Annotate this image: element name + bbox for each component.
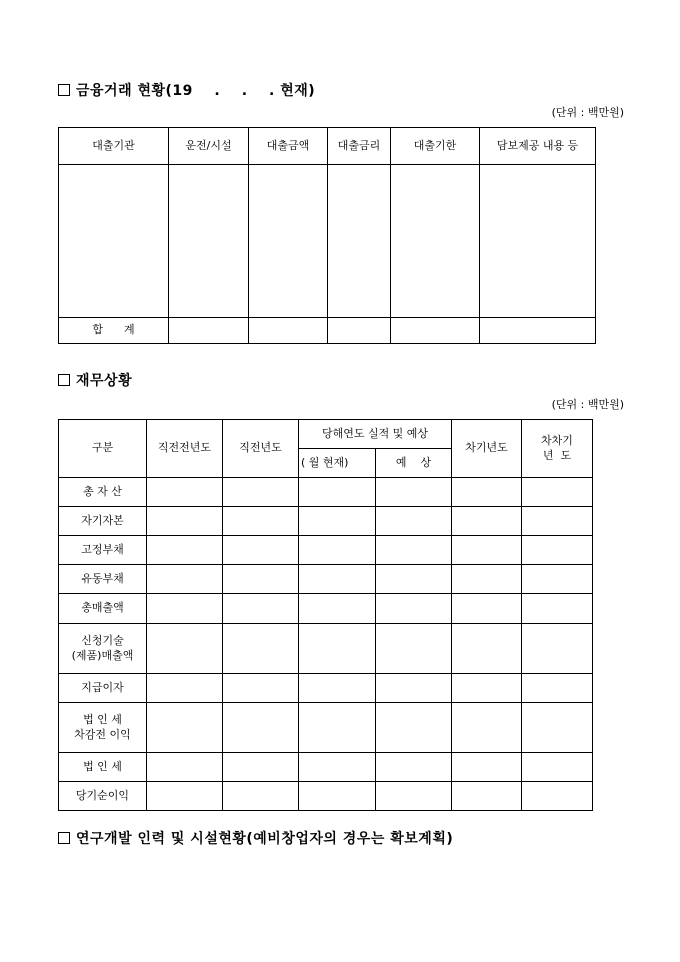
fs-cell (376, 782, 452, 811)
finance-cell (391, 165, 480, 318)
fs-cell (147, 782, 223, 811)
fs-cell (299, 782, 376, 811)
finance-total-label: 합 계 (59, 318, 169, 344)
fs-cell (522, 565, 593, 594)
fs-row-label (59, 565, 147, 594)
fs-cell (522, 478, 593, 507)
checkbox-square-icon (58, 374, 70, 386)
fs-row-label (59, 594, 147, 624)
fs-row-net-income (59, 782, 593, 811)
fs-cell (299, 507, 376, 536)
fs-row-label-line1: 총 자 산 (83, 484, 122, 498)
fs-row-label-line1: 유동부채 (81, 571, 124, 585)
fs-cell (452, 703, 522, 753)
fs-cell (299, 703, 376, 753)
fs-row-label-line1: 당기순이익 (75, 788, 130, 802)
fs-cell (147, 565, 223, 594)
finance-total-cell (249, 318, 328, 344)
fs-cell (299, 478, 376, 507)
finance-unit-label: (단위 : 백만원) (551, 106, 624, 119)
fs-row-label-line1: 총매출액 (81, 601, 124, 615)
fs-row-label (59, 782, 147, 811)
fs-row-label (59, 536, 147, 565)
fs-cell (299, 753, 376, 782)
fs-cell (522, 594, 593, 624)
fs-cell (299, 594, 376, 624)
fs-row-interest-paid (59, 674, 593, 703)
fs-row-label-line2: 차감전 이익 (74, 727, 131, 741)
checkbox-square-icon (58, 832, 70, 844)
fs-header-row-1 (59, 420, 593, 449)
finance-cell (328, 165, 391, 318)
finance-heading-text: 금융거래 현황(19 . . . 현재) (76, 83, 316, 99)
fs-row-tech-sales (59, 624, 593, 674)
fs-cell (522, 624, 593, 674)
finance-body-row (59, 165, 596, 318)
fs-row-current-liabilities (59, 565, 593, 594)
fs-cell (522, 753, 593, 782)
finance-cell (249, 165, 328, 318)
finance-table (58, 127, 596, 344)
fs-cell (147, 507, 223, 536)
fs-row-fixed-liabilities (59, 536, 593, 565)
fs-row-corporate-tax (59, 753, 593, 782)
fs-row-label (59, 674, 147, 703)
fs-row-label-line1: 신청기술 (81, 633, 124, 647)
finance-total-cell (480, 318, 596, 344)
fs-header-year-after-next-line1: 차차기 (541, 433, 573, 447)
header-loan-term: 대출기한 (391, 128, 480, 165)
finance-cell (59, 165, 169, 318)
fs-cell (299, 624, 376, 674)
fs-row-label-line1: 고정부채 (81, 542, 124, 556)
fs-header-two-years-prior: 직전전년도 (147, 420, 223, 478)
fs-header-current-year: 당해연도 실적 및 예상 (299, 420, 452, 449)
fs-row-label (59, 624, 147, 674)
fs-cell (452, 478, 522, 507)
fs-cell (376, 507, 452, 536)
fs-cell (452, 507, 522, 536)
fs-cell (147, 478, 223, 507)
fs-row-label-line1: 법 인 세 (83, 759, 122, 773)
fs-row-label-line2: (제품)매출액 (71, 648, 134, 662)
fs-row-label (59, 478, 147, 507)
fs-cell (452, 536, 522, 565)
fs-cell (223, 674, 299, 703)
fs-cell (223, 624, 299, 674)
header-interest-rate: 대출금리 (328, 128, 391, 165)
fs-row-label (59, 507, 147, 536)
fs-cell (147, 703, 223, 753)
header-loan-amount: 대출금액 (249, 128, 328, 165)
fs-cell (299, 536, 376, 565)
fs-cell (376, 478, 452, 507)
fs-row-pretax-income (59, 703, 593, 753)
fs-cell (147, 753, 223, 782)
fs-cell (147, 674, 223, 703)
fs-cell (376, 753, 452, 782)
financial-status-heading (58, 370, 132, 390)
fs-cell (522, 782, 593, 811)
fs-cell (452, 594, 522, 624)
fs-cell (376, 674, 452, 703)
fs-header-prior-year: 직전년도 (223, 420, 299, 478)
fs-cell (147, 594, 223, 624)
fs-cell (452, 674, 522, 703)
fs-cell (223, 594, 299, 624)
fs-row-label (59, 753, 147, 782)
fs-header-current-month: ( 월 현재) (299, 449, 376, 478)
checkbox-square-icon (58, 84, 70, 96)
financial-status-table (58, 419, 593, 811)
fs-cell (522, 703, 593, 753)
rnd-section-heading (58, 828, 453, 848)
fs-cell (452, 624, 522, 674)
fs-cell (147, 624, 223, 674)
fs-cell (376, 594, 452, 624)
fs-cell (522, 507, 593, 536)
fs-cell (223, 478, 299, 507)
fs-cell (299, 565, 376, 594)
fs-row-label (59, 703, 147, 753)
fs-cell (223, 703, 299, 753)
fs-row-label-line1: 자기자본 (81, 513, 124, 527)
header-collateral: 담보제공 내용 등 (480, 128, 596, 165)
financial-status-heading-text: 재무상황 (76, 373, 133, 389)
fs-cell (299, 674, 376, 703)
fs-row-total-assets (59, 478, 593, 507)
finance-total-cell (169, 318, 249, 344)
fs-header-forecast: 예 상 (376, 449, 452, 478)
fs-header-year-after-next (522, 420, 593, 478)
fs-cell (376, 624, 452, 674)
header-operating-facility: 운전/시설 (169, 128, 249, 165)
finance-cell (169, 165, 249, 318)
fs-cell (223, 782, 299, 811)
finance-cell (480, 165, 596, 318)
fs-cell (452, 782, 522, 811)
fs-row-label-line1: 지급이자 (81, 680, 124, 694)
fs-cell (223, 565, 299, 594)
fs-header-next-year: 차기년도 (452, 420, 522, 478)
fs-row-equity (59, 507, 593, 536)
fs-cell (376, 565, 452, 594)
fs-header-year-after-next-line2: 년 도 (542, 448, 572, 462)
fs-cell (223, 507, 299, 536)
fs-cell (223, 753, 299, 782)
fs-row-label-line1: 법 인 세 (83, 712, 122, 726)
fs-cell (147, 536, 223, 565)
fs-cell (452, 565, 522, 594)
fs-cell (522, 674, 593, 703)
finance-total-cell (391, 318, 480, 344)
finance-total-row (59, 318, 596, 344)
finance-total-cell (328, 318, 391, 344)
rnd-heading-text: 연구개발 인력 및 시설현황(예비창업자의 경우는 확보계획) (76, 831, 454, 847)
fs-cell (223, 536, 299, 565)
fs-row-total-sales (59, 594, 593, 624)
fs-cell (376, 536, 452, 565)
finance-header-row (59, 128, 596, 165)
fs-cell (376, 703, 452, 753)
fs-header-category: 구분 (59, 420, 147, 478)
fs-cell (522, 536, 593, 565)
fs-cell (452, 753, 522, 782)
finance-section-heading (58, 80, 315, 100)
financial-status-unit-label: (단위 : 백만원) (551, 398, 624, 411)
header-lender: 대출기관 (59, 128, 169, 165)
